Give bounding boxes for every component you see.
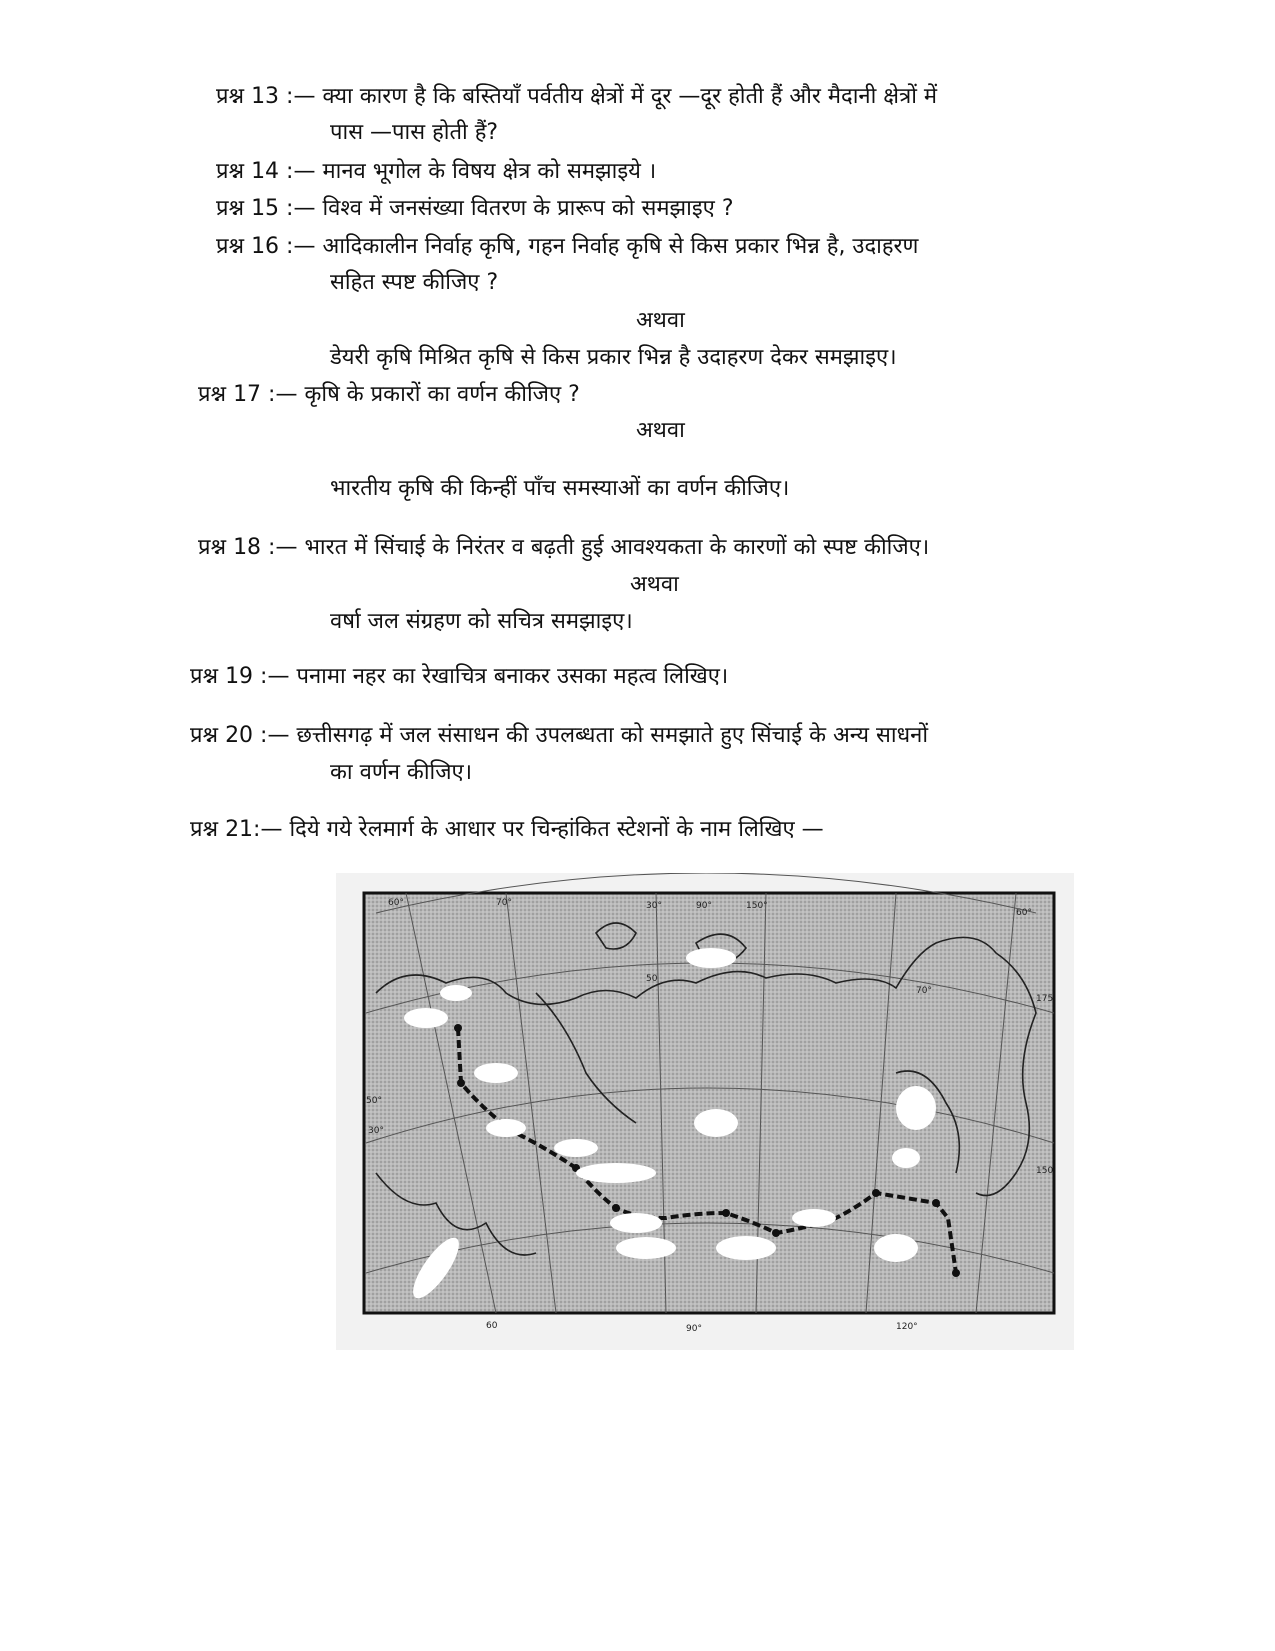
svg-text:70°: 70°: [496, 898, 512, 908]
question-13-label: प्रश्न 13 :—: [216, 84, 316, 109]
question-15: [216, 194, 734, 224]
svg-text:150: 150: [1036, 1166, 1054, 1176]
question-17-or: अथवा: [636, 418, 685, 443]
question-19: [190, 662, 728, 692]
question-13-text-cont: पास —पास होती हैं?: [330, 120, 499, 145]
question-19-text: पनामा नहर का रेखाचित्र बनाकर उसका महत्व लिखिए।: [296, 664, 729, 689]
railway-map-svg: [336, 873, 1074, 1350]
question-16-or: अथवा: [636, 308, 685, 333]
question-21-text: दिये गये रेलमार्ग के आधार पर चिन्हांकित स्टेशनों के नाम लिखिए —: [289, 817, 824, 842]
question-15-label: प्रश्न 15 :—: [216, 196, 316, 221]
question-16: [216, 232, 918, 262]
question-16-label: प्रश्न 16 :—: [216, 234, 316, 259]
question-21-label: प्रश्न 21:—: [190, 817, 283, 842]
question-19-label: प्रश्न 19 :—: [190, 664, 290, 689]
svg-text:50°: 50°: [366, 1096, 382, 1106]
svg-text:30°: 30°: [646, 901, 662, 911]
question-18-alternative: वर्षा जल संग्रहण को सचित्र समझाइए।: [330, 609, 633, 634]
question-14-label: प्रश्न 14 :—: [216, 159, 316, 184]
question-17-label: प्रश्न 17 :—: [198, 382, 298, 407]
question-13: [216, 82, 937, 112]
svg-text:60°: 60°: [388, 898, 404, 908]
question-18-or: अथवा: [630, 572, 679, 597]
svg-text:60°: 60°: [1016, 908, 1032, 918]
svg-text:175: 175: [1036, 994, 1054, 1004]
svg-text:70°: 70°: [916, 986, 932, 996]
svg-text:50: 50: [646, 974, 658, 984]
svg-text:30°: 30°: [368, 1126, 384, 1136]
question-17-alternative: भारतीय कृषि की किन्हीं पाँच समस्याओं का वर्णन कीजिए।: [330, 476, 790, 501]
question-20-text-cont: का वर्णन कीजिए।: [330, 760, 473, 785]
question-15-text: विश्व में जनसंख्या वितरण के प्रारूप को समझाइए ?: [322, 196, 734, 221]
question-20: [190, 721, 928, 751]
question-18-text: भारत में सिंचाई के निरंतर व बढ़ती हुई आवश्यकता के कारणों को स्पष्ट कीजिए।: [304, 535, 930, 560]
question-18: [198, 533, 929, 563]
question-14-text: मानव भूगोल के विषय क्षेत्र को समझाइये ।: [322, 159, 657, 184]
question-16-text: आदिकालीन निर्वाह कृषि, गहन निर्वाह कृषि से किस प्रकार भिन्न है, उदाहरण: [322, 234, 919, 259]
question-18-label: प्रश्न 18 :—: [198, 535, 298, 560]
question-20-label: प्रश्न 20 :—: [190, 723, 290, 748]
railway-map-image: [336, 873, 1074, 1350]
svg-text:90°: 90°: [686, 1324, 702, 1334]
question-17-text: कृषि के प्रकारों का वर्णन कीजिए ?: [304, 382, 580, 407]
question-20-text: छत्तीसगढ़ में जल संसाधन की उपलब्धता को समझाते हुए सिंचाई के अन्य साधनों: [296, 723, 929, 748]
question-17: [198, 380, 580, 410]
question-13-text: क्या कारण है कि बस्तियाँ पर्वतीय क्षेत्रों में दूर —दूर होती हैं और मैदानी क्षेत्रों में: [322, 84, 938, 109]
svg-text:60: 60: [486, 1321, 498, 1331]
question-16-alternative: डेयरी कृषि मिश्रित कृषि से किस प्रकार भिन्न है उदाहरण देकर समझाइए।: [330, 345, 897, 370]
question-21: [190, 815, 824, 845]
svg-text:120°: 120°: [896, 1322, 918, 1332]
question-16-text-cont: सहित स्पष्ट कीजिए ?: [330, 270, 499, 295]
svg-text:90°: 90°: [696, 901, 712, 911]
svg-text:150°: 150°: [746, 901, 768, 911]
question-14: [216, 157, 656, 187]
